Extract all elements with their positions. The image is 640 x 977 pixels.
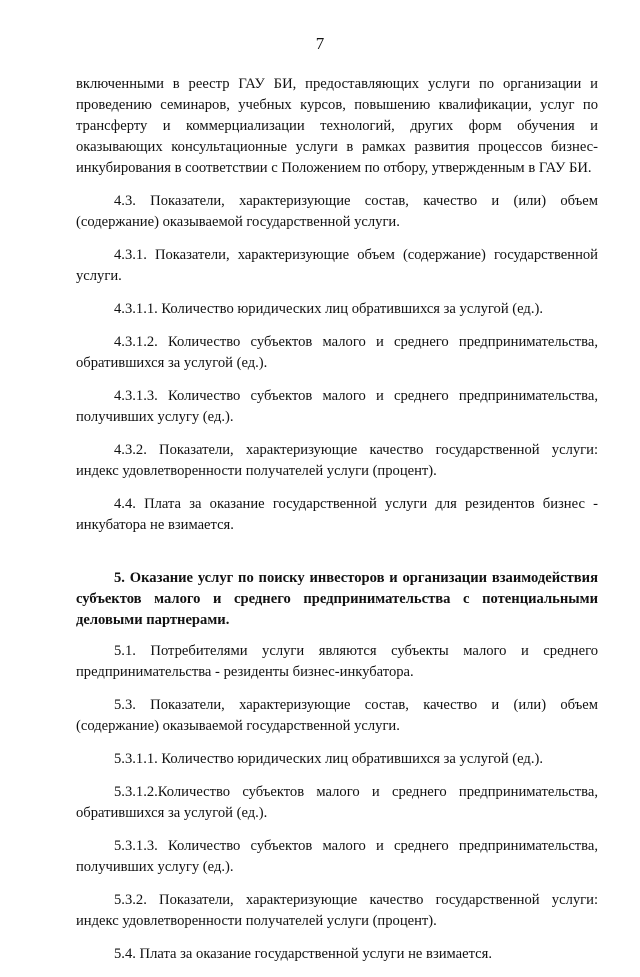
paragraph-4-3: 4.3. Показатели, характеризующие состав, качество и (или) объем (содержание) оказываемой государственной услуги. xyxy=(76,193,598,230)
paragraph-4-4: 4.4. Плата за оказание государственной услуги для резидентов бизнес - инкубатора не взимается. xyxy=(76,496,598,533)
paragraph-5-3-1-2: 5.3.1.2.Количество субъектов малого и среднего предпринимательства, обратившихся за услугой (ед.). xyxy=(76,784,598,821)
paragraph-5-3-1-3: 5.3.1.3. Количество субъектов малого и среднего предпринимательства, получивших услугу (ед.). xyxy=(76,838,598,875)
paragraph-4-3-1-2: 4.3.1.2. Количество субъектов малого и среднего предпринимательства, обратившихся за услугой (ед.). xyxy=(76,334,598,371)
paragraph-5-4: 5.4. Плата за оказание государственной услуги не взимается. xyxy=(114,946,493,962)
document-body xyxy=(76,74,598,977)
paragraph-5-3-2: 5.3.2. Показатели, характеризующие качество государственной услуги: индекс удовлетворенности получателей услуги (процент). xyxy=(76,892,598,929)
paragraph-4-3-2: 4.3.2. Показатели, характеризующие качество государственной услуги: индекс удовлетворенности получателей услуги (процент). xyxy=(76,442,598,479)
paragraph-4-3-1-1: 4.3.1.1. Количество юридических лиц обратившихся за услугой (ед.). xyxy=(114,301,544,317)
paragraph-5-1: 5.1. Потребителями услуги являются субъекты малого и среднего предпринимательства - резиденты бизнес-инкубатора. xyxy=(76,643,598,680)
paragraph-5-3: 5.3. Показатели, характеризующие состав, качество и (или) объем (содержание) оказываемой государственной услуги. xyxy=(76,697,598,734)
paragraph-4-3-1: 4.3.1. Показатели, характеризующие объем (содержание) государственной услуги. xyxy=(76,247,598,284)
page-number: 7 xyxy=(315,34,325,53)
paragraph-continuation: включенными в реестр ГАУ БИ, предоставляющих услуги по организации и проведению семинаров, учебных курсов, повышению квалификации, услуг по трансферту и коммерциализации технологий, других форм обучения и оказывающих консультационные услуги в рамках развития процессов бизнес-инкубирования в соответствии с Положением по отбору, утвержденным в ГАУ БИ. xyxy=(76,76,598,176)
paragraph-5-3-1-1: 5.3.1.1. Количество юридических лиц обратившихся за услугой (ед.). xyxy=(114,751,544,767)
paragraph-4-3-1-3: 4.3.1.3. Количество субъектов малого и среднего предпринимательства, получивших услугу (ед.). xyxy=(76,388,598,425)
section-5-heading: 5. Оказание услуг по поиску инвесторов и организации взаимодействия субъектов малого и среднего предпринимательства с потенциальными деловыми партнерами. xyxy=(76,570,598,628)
